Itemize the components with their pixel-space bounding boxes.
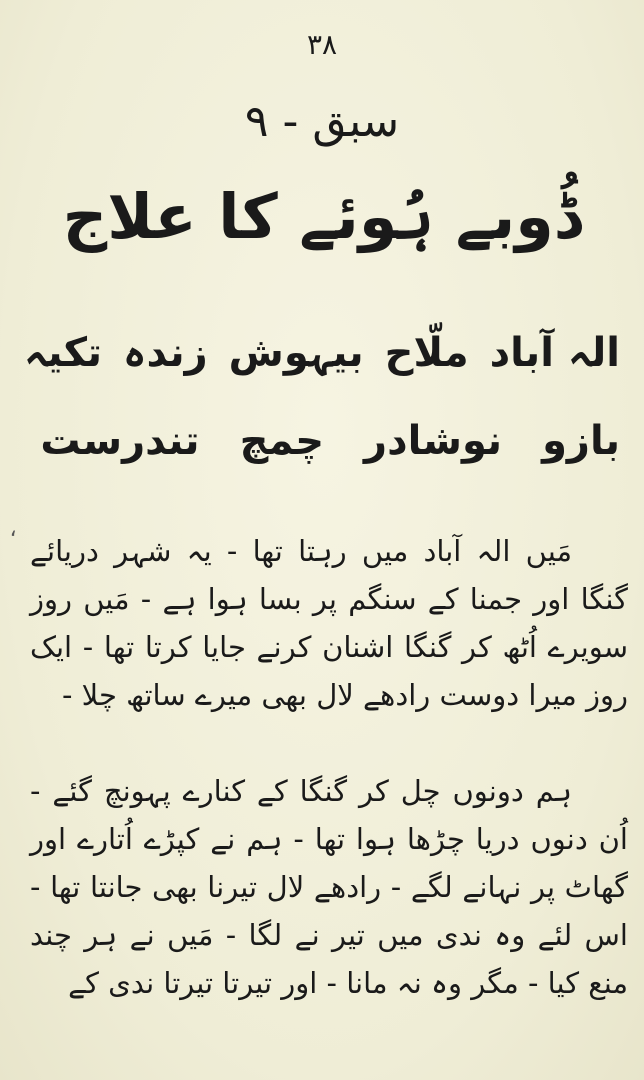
vocab-word: تندرست <box>40 418 200 464</box>
vocab-word: ملّاح <box>384 330 469 376</box>
vocab-word: نوشادر <box>364 418 503 464</box>
vocabulary-row-2 <box>24 418 620 464</box>
vocab-word: بیہوش <box>228 330 364 376</box>
vocab-word: بازو <box>542 418 620 464</box>
vocab-word: زندہ <box>123 330 208 376</box>
lesson-label: سبق - ۹ <box>244 96 400 147</box>
vocab-word: الہ آباد <box>489 330 620 376</box>
page-number: ۳۸ <box>306 28 338 61</box>
vocab-word: تکیہ <box>24 330 103 376</box>
paragraph-2: ہم دونوں چل کر گنگا کے کنارے پہونچ گئے - اُن دنوں دریا چڑھا ہوا تھا - ہم نے کپڑے اُتارے اور گھاٹ پر نہانے لگے - رادھے لال تیرنا بھی جانتا تھا - اس لئے وہ ندی میں تیر نے لگا - مَیں نے ہر چند منع کیا - مگر وہ نہ مانا - اور تیرتا تیرتا ندی کے <box>30 774 628 1000</box>
vocab-word: چمچ <box>239 418 325 464</box>
paragraph-1: مَیں الہ آباد میں رہتا تھا - یہ شہر دریائے گنگا اور جمنا کے سنگم پر بسا ہوا ہے - مَیں روز سویرے اُٹھ کر گنگا اشنان کرنے جایا کرتا تھا - ایک روز میرا دوست رادھے لال بھی میرے ساتھ چلا - <box>30 534 628 712</box>
vocabulary-row-1 <box>24 330 620 376</box>
margin-mark: ‘ <box>10 528 17 553</box>
lesson-title: ڈُوبے ہُوئے کا علاج <box>62 180 582 253</box>
